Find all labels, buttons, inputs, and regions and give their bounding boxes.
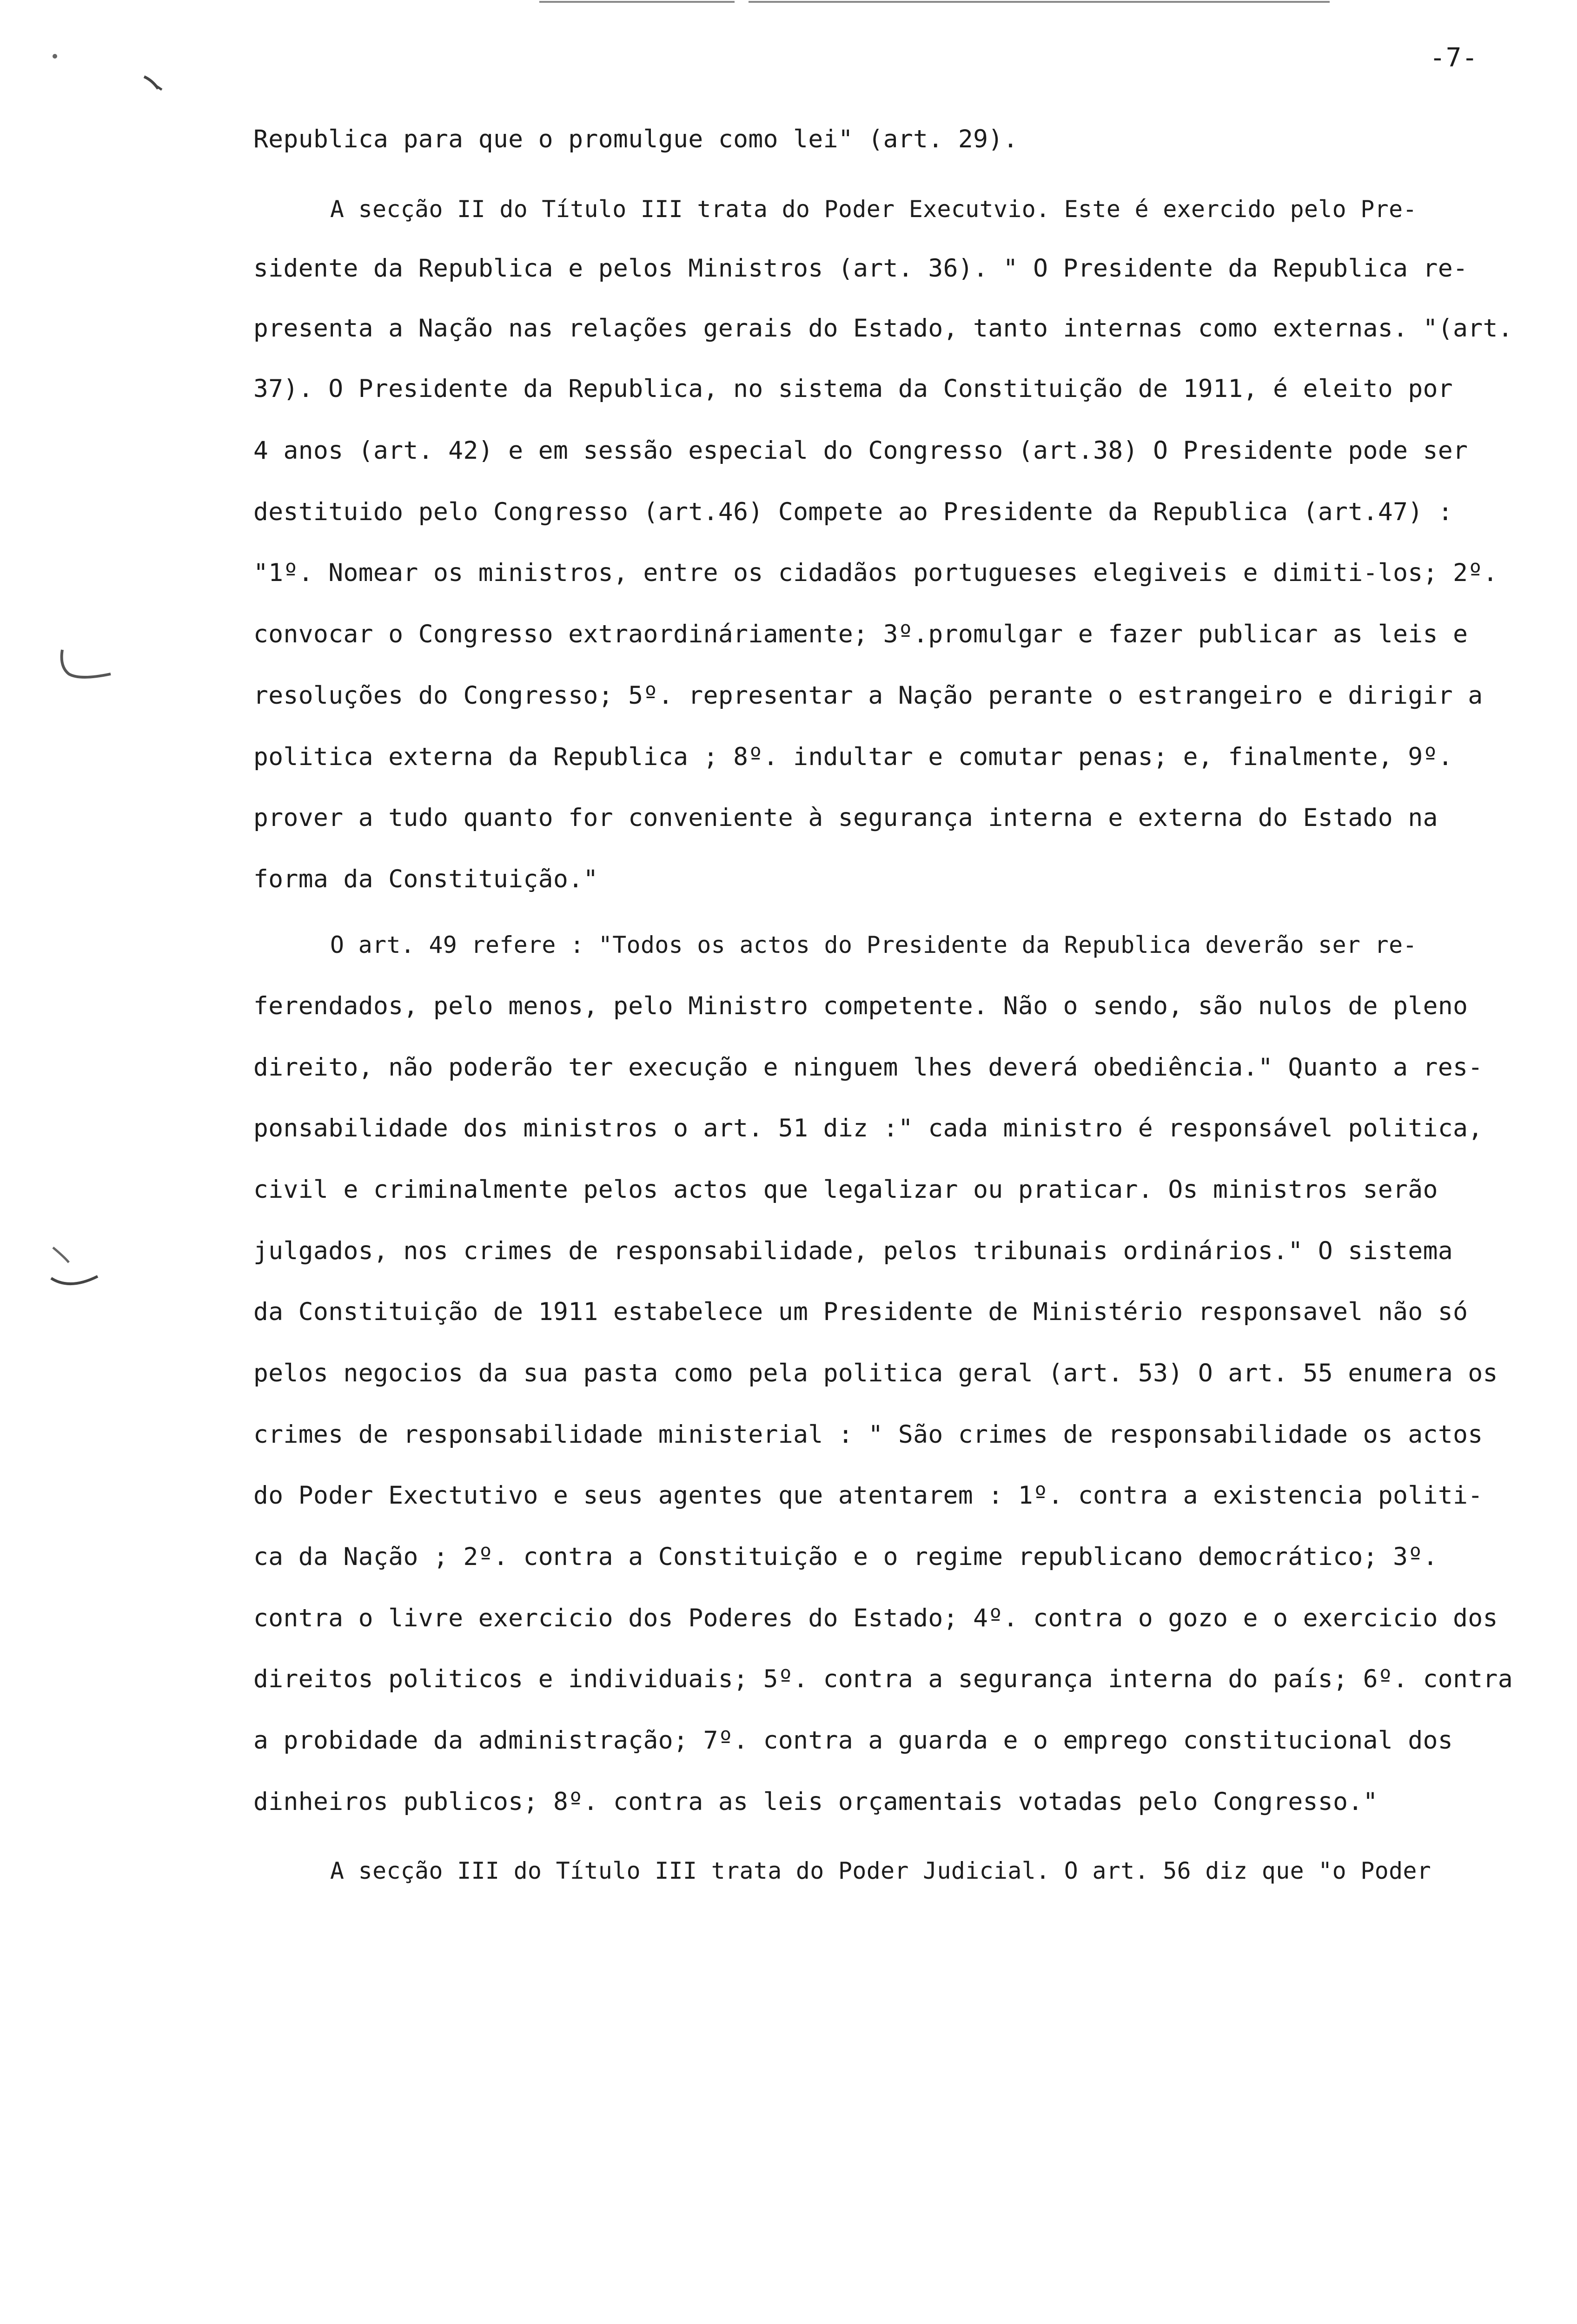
- text-line: resoluções do Congresso; 5º. representar a Nação perante o estrangeiro e dirigir a: [253, 681, 1483, 710]
- text-line: ca da Nação ; 2º. contra a Constituição e o regime republicano democrático; 3º.: [253, 1543, 1438, 1571]
- binding-mark: [56, 646, 116, 683]
- text-line: politica externa da Republica ; 8º. indultar e comutar penas; e, finalmente, 9º.: [253, 743, 1453, 771]
- text-line: "1º. Nomear os ministros, entre os cidadãos portugueses elegiveis e dimiti-los; 2º.: [253, 559, 1498, 587]
- scan-mark-top-left: [46, 49, 205, 91]
- page-number: -7-: [1430, 43, 1478, 73]
- text-line: civil e criminalmente pelos actos que legalizar ou praticar. Os ministros serão: [253, 1175, 1438, 1204]
- text-line: a probidade da administração; 7º. contra a guarda e o emprego constitucional dos: [253, 1726, 1453, 1755]
- text-line: dinheiros publicos; 8º. contra as leis orçamentais votadas pelo Congresso.": [253, 1788, 1378, 1816]
- text-line: da Constituição de 1911 estabelece um Presidente de Ministério responsavel não só: [253, 1298, 1468, 1326]
- text-line: ponsabilidade dos ministros o art. 51 diz :" cada ministro é responsável politica,: [253, 1114, 1483, 1142]
- text-line: 37). O Presidente da Republica, no sistema da Constituição de 1911, é eleito por: [253, 375, 1453, 403]
- top-edge-rule: [749, 1, 1330, 3]
- top-edge-rule: [539, 1, 735, 3]
- text-line: ferendados, pelo menos, pelo Ministro competente. Não o sendo, são nulos de pleno: [253, 992, 1468, 1020]
- text-line: A secção III do Título III trata do Poder Judicial. O art. 56 diz que "o Poder: [330, 1857, 1431, 1884]
- text-line: A secção II do Título III trata do Poder Executvio. Este é exercido pelo Pre-: [330, 196, 1417, 223]
- text-line: sidente da Republica e pelos Ministros (art. 36). " O Presidente da Republica re-: [253, 254, 1468, 283]
- text-line: O art. 49 refere : "Todos os actos do Presidente da Republica deverão ser re-: [330, 931, 1417, 958]
- text-line: direitos politicos e individuais; 5º. contra a segurança interna do país; 6º. contra: [253, 1665, 1513, 1693]
- text-line: julgados, nos crimes de responsabilidade, pelos tribunais ordinários." O sistema: [253, 1237, 1453, 1265]
- text-line: pelos negocios da sua pasta como pela politica geral (art. 53) O art. 55 enumera os: [253, 1359, 1498, 1387]
- text-line: convocar o Congresso extraordináriamente; 3º.promulgar e fazer publicar as leis e: [253, 620, 1468, 648]
- text-line: 4 anos (art. 42) e em sessão especial do Congresso (art.38) O Presidente pode ser: [253, 436, 1468, 465]
- text-line: do Poder Exectutivo e seus agentes que atentarem : 1º. contra a existencia politi-: [253, 1481, 1483, 1510]
- text-line: presenta a Nação nas relações gerais do Estado, tanto internas como externas. "(art.: [253, 314, 1513, 343]
- text-line: contra o livre exercicio dos Poderes do Estado; 4º. contra o gozo e o exercicio dos: [253, 1604, 1498, 1632]
- text-line: forma da Constituição.": [253, 865, 598, 893]
- binding-mark: [46, 1246, 112, 1292]
- text-line: direito, não poderão ter execução e ninguem lhes deverá obediência." Quanto a res-: [253, 1053, 1483, 1082]
- text-line: Republica para que o promulgue como lei" (art. 29).: [253, 125, 1018, 153]
- text-line: destituido pelo Congresso (art.46) Compete ao Presidente da Republica (art.47) :: [253, 498, 1453, 526]
- text-line: crimes de responsabilidade ministerial : " São crimes de responsabilidade os actos: [253, 1420, 1483, 1449]
- text-line: prover a tudo quanto for conveniente à segurança interna e externa do Estado na: [253, 804, 1438, 832]
